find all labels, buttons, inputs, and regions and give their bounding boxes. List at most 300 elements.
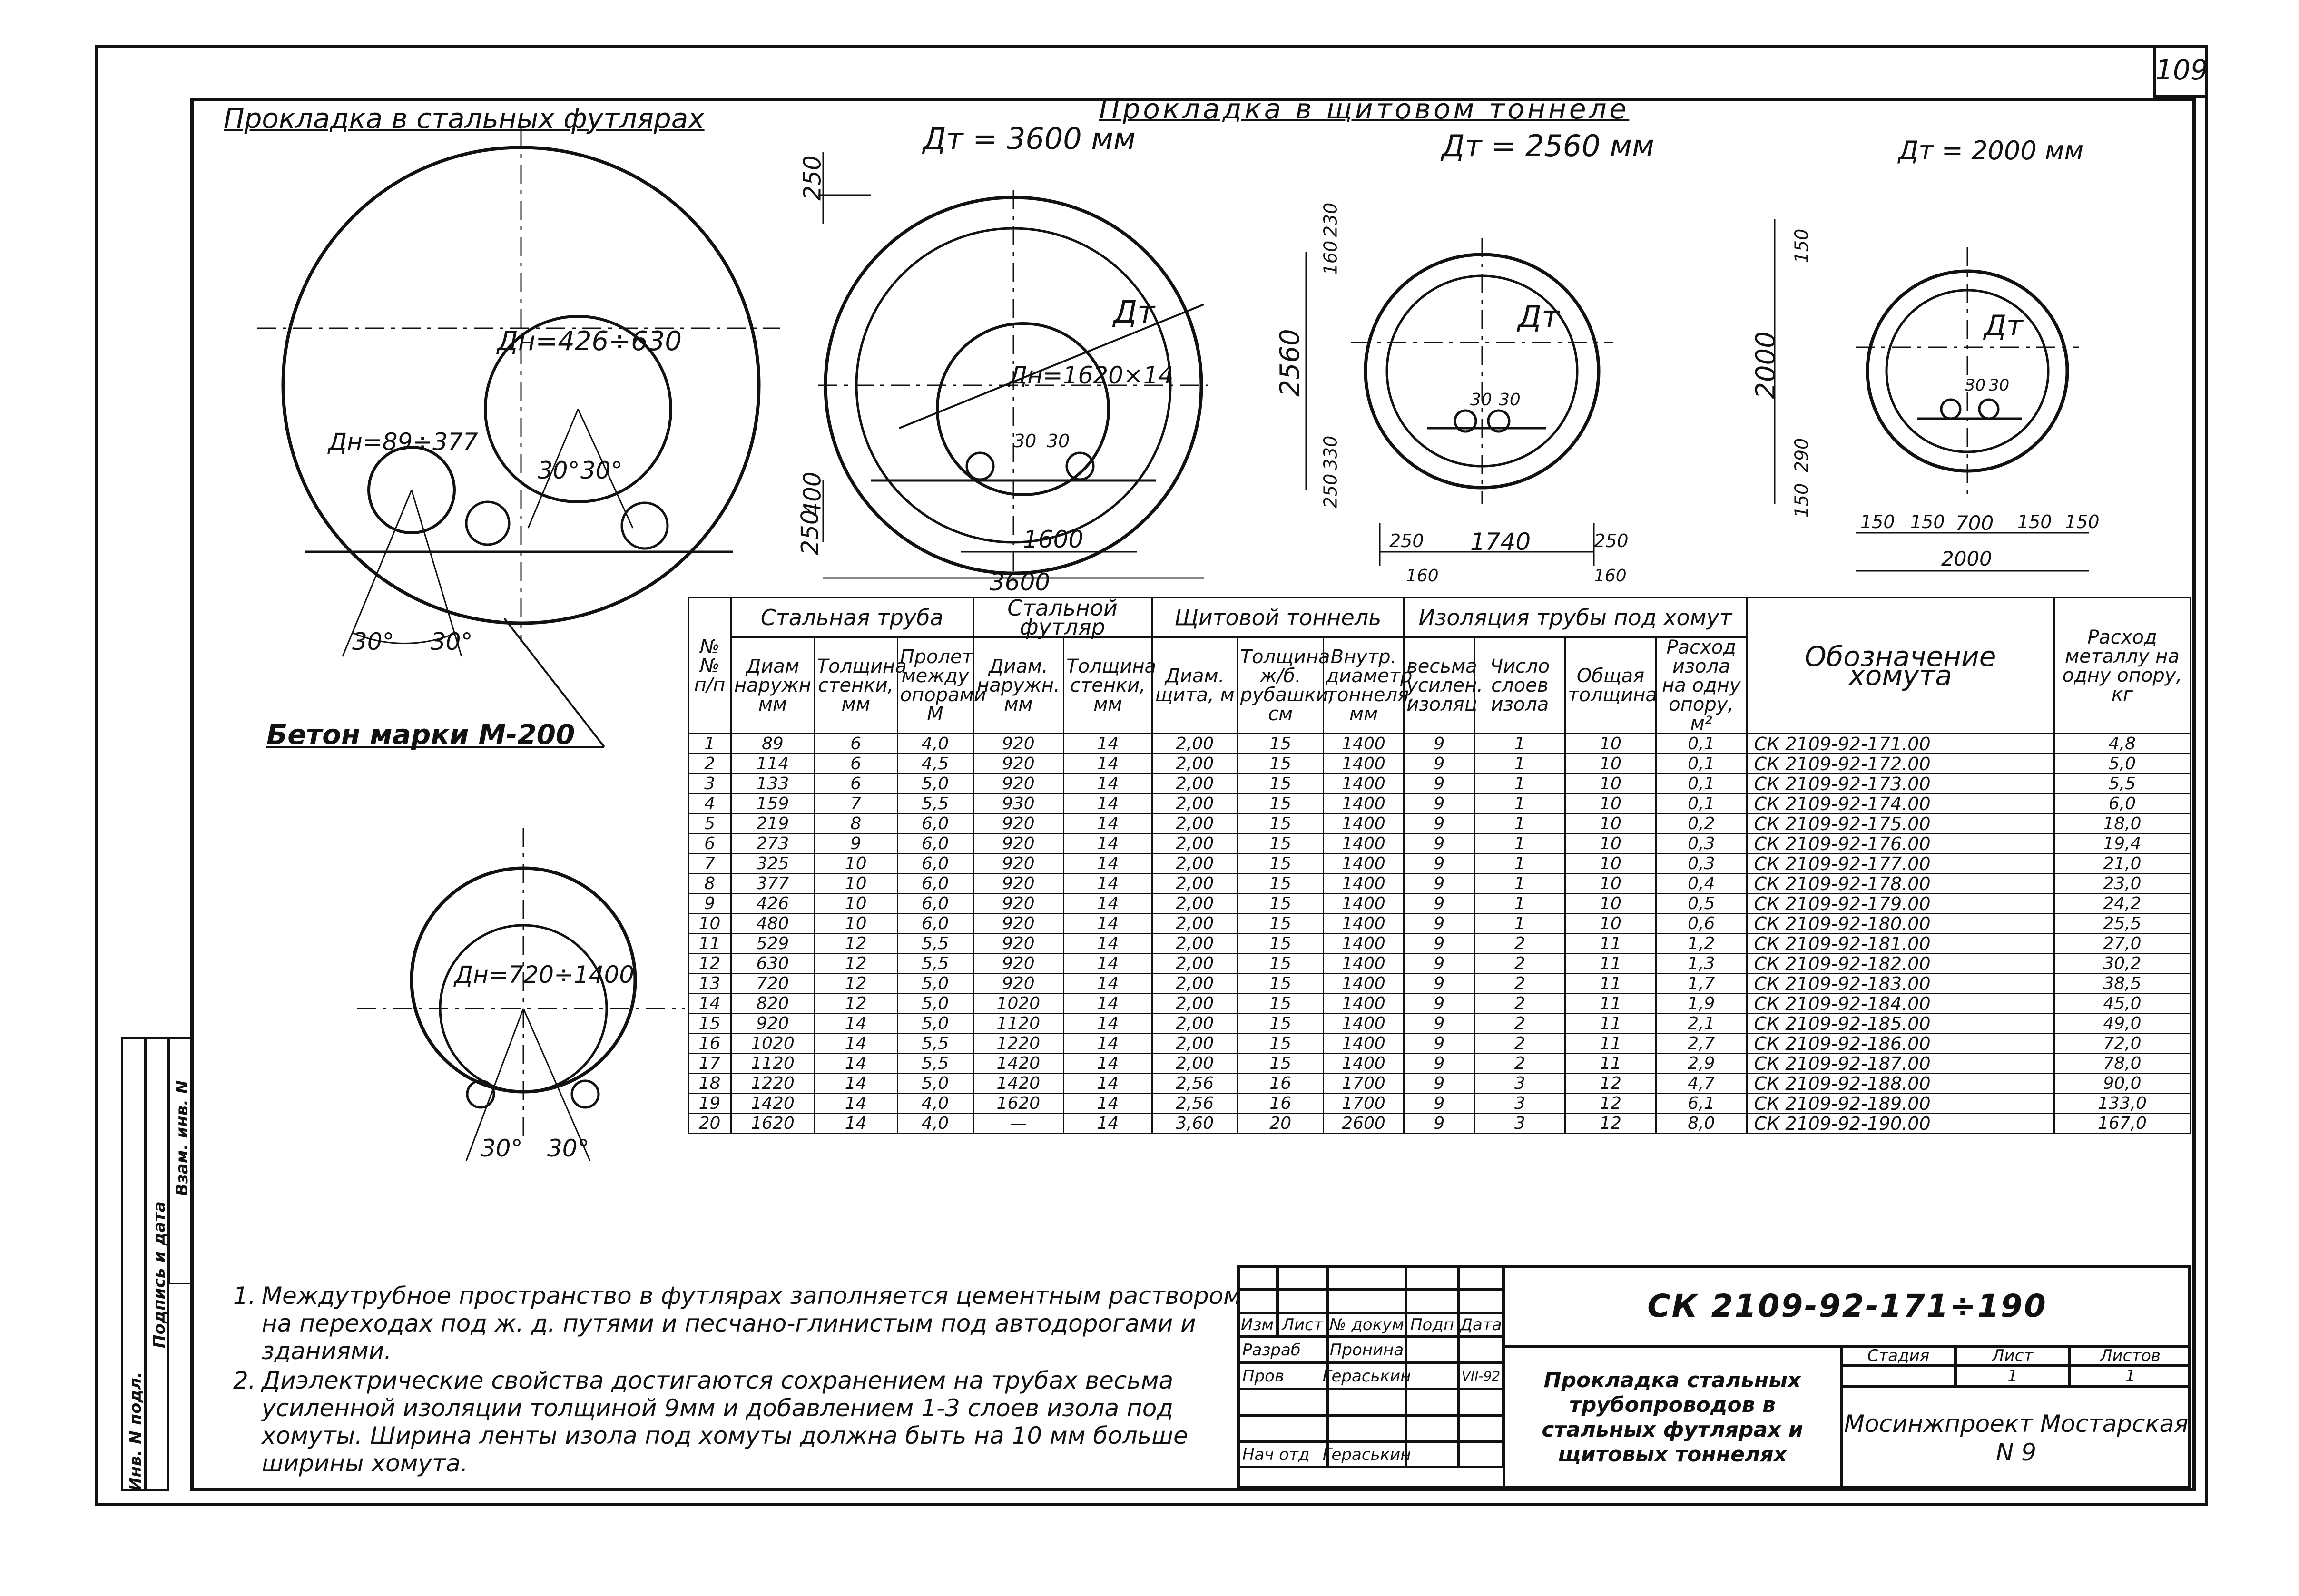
table-cell: 19,4: [2054, 834, 2190, 854]
table-cell: 9: [1404, 994, 1474, 1014]
th-tun-thick: Толщина ж/б. рубашки, см: [1238, 637, 1323, 734]
table-cell: 1700: [1323, 1074, 1404, 1094]
clamp-designation-cell: СК 2109-92-185.00: [1747, 1014, 2054, 1034]
tunnel-2560-angle-a: 30: [1470, 390, 1492, 410]
table-cell: 9: [1404, 974, 1474, 994]
table-cell: 9: [1404, 834, 1474, 854]
table-cell: 0,6: [1656, 914, 1747, 934]
table-cell: 1: [1474, 774, 1565, 794]
clamp-designation-cell: СК 2109-92-180.00: [1747, 914, 2054, 934]
clamp-designation-cell: СК 2109-92-173.00: [1747, 774, 2054, 794]
table-cell: 1400: [1323, 954, 1404, 974]
table-cell: 2,00: [1152, 994, 1238, 1014]
table-cell: 2,00: [1152, 754, 1238, 774]
table-cell: 10: [1565, 814, 1656, 834]
table-cell: 5,5: [2054, 774, 2190, 794]
document-code: СК 2109-92-171÷190: [1503, 1265, 2191, 1346]
tunnel-3600-angle-b: 30: [1047, 431, 1070, 451]
table-cell: 114: [731, 754, 815, 774]
stamp-sign-label: Подпись и дата: [150, 1201, 169, 1348]
rev-cell: [1458, 1289, 1503, 1313]
table-row: [688, 1054, 2191, 1074]
clamp-designation-cell: СК 2109-92-174.00: [1747, 794, 2054, 814]
table-cell: 920: [973, 734, 1064, 754]
note-1-text: Междутрубное пространство в футлярах заполняется цементным раствором на переходах под ж. д. путями и песчано-глинистым под автодорогами и зданиями.: [262, 1282, 1241, 1365]
table-row: [688, 814, 2191, 834]
table-row: [688, 974, 2191, 994]
tunnel-3600-dim-bottom-b: 400: [798, 471, 826, 517]
table-cell: 14: [1064, 1034, 1152, 1054]
table-row: [688, 914, 2191, 934]
table-cell: 23,0: [2054, 874, 2190, 894]
table-cell: 2,1: [1656, 1014, 1747, 1034]
table-cell: 5,5: [897, 1034, 973, 1054]
th-designation: Обозначение хомута: [1747, 598, 2054, 734]
table-cell: 1420: [973, 1074, 1064, 1094]
table-cell: 8: [688, 874, 731, 894]
table-cell: 2: [1474, 954, 1565, 974]
table-cell: 15: [1238, 854, 1323, 874]
table-cell: 14: [1064, 954, 1152, 974]
tunnel-2560-title: Дт = 2560 мм: [1442, 128, 1654, 163]
rev-cell: [1458, 1265, 1503, 1289]
small-angle-right-label: 30°: [547, 1135, 589, 1162]
table-cell: 9: [1404, 1074, 1474, 1094]
organization: Мосинжпроект Мостарская N 9: [1841, 1387, 2191, 1489]
table-cell: 5,5: [897, 1054, 973, 1074]
table-cell: 1400: [1323, 994, 1404, 1014]
table-cell: 920: [973, 894, 1064, 914]
table-cell: 6,1: [1656, 1094, 1747, 1114]
table-cell: 14: [1064, 974, 1152, 994]
table-cell: 10: [1565, 854, 1656, 874]
table-cell: 15: [1238, 914, 1323, 934]
header-sign: Подп: [1406, 1313, 1458, 1337]
rev-cell: [1406, 1265, 1458, 1289]
table-cell: 1400: [1323, 754, 1404, 774]
th-ins-layers: Число слоев изола: [1474, 637, 1565, 734]
clamp-designation-cell: СК 2109-92-184.00: [1747, 994, 2054, 1014]
table-cell: 9: [1404, 1034, 1474, 1054]
tunnel-2000-dim-bot-b: 150: [1791, 483, 1812, 518]
clamp-designation-cell: СК 2109-92-187.00: [1747, 1054, 2054, 1074]
table-cell: 2,00: [1152, 1014, 1238, 1034]
table-cell: 6,0: [897, 834, 973, 854]
table-cell: 15: [1238, 934, 1323, 954]
table-cell: 9: [1404, 1094, 1474, 1114]
th-num: №№ п/п: [688, 598, 731, 734]
table-cell: 5,0: [897, 1014, 973, 1034]
table-cell: 2,00: [1152, 734, 1238, 754]
table-cell: 5,0: [897, 1074, 973, 1094]
table-cell: 167,0: [2054, 1114, 2190, 1134]
tunnel-2000-dt: Дт: [1984, 309, 2023, 343]
tunnel-3600-dim-top: 250: [798, 155, 826, 201]
table-cell: 6,0: [897, 854, 973, 874]
table-cell: 14: [1064, 814, 1152, 834]
table-cell: 16: [1238, 1074, 1323, 1094]
table-cell: 5,5: [897, 954, 973, 974]
table-row: [688, 794, 2191, 814]
dn-large-label: Дн=426÷630: [497, 326, 682, 357]
stamp-replace-label: Взам. инв. N: [173, 1080, 192, 1196]
table-cell: 18,0: [2054, 814, 2190, 834]
table-cell: 6,0: [897, 814, 973, 834]
table-cell: 11: [1565, 1034, 1656, 1054]
clamp-specification-table: [688, 597, 2191, 1134]
table-cell: 3: [1474, 1094, 1565, 1114]
table-cell: 15: [1238, 1014, 1323, 1034]
date-prov: VII-92: [1458, 1363, 1503, 1389]
table-cell: 11: [1565, 954, 1656, 974]
table-cell: 14: [1064, 1014, 1152, 1034]
table-cell: 14: [814, 1094, 897, 1114]
role-razrab: Разраб: [1237, 1337, 1327, 1363]
table-cell: 15: [1238, 994, 1323, 1014]
table-cell: 3: [1474, 1114, 1565, 1134]
table-cell: 2,00: [1152, 1034, 1238, 1054]
sheet-title: Прокладка стальных трубопроводов в стальных футлярах и щитовых тоннелях: [1503, 1346, 1841, 1489]
table-row: [688, 894, 2191, 914]
table-row: [688, 1114, 2191, 1134]
page-number: 109: [2153, 45, 2208, 98]
header-list: Лист: [1277, 1313, 1327, 1337]
table-cell: 1,7: [1656, 974, 1747, 994]
table-cell: 1400: [1323, 874, 1404, 894]
role-nach: Нач отд: [1237, 1441, 1327, 1468]
table-cell: 1700: [1323, 1094, 1404, 1114]
table-cell: 4,5: [897, 754, 973, 774]
table-cell: 6: [814, 734, 897, 754]
table-cell: 2,00: [1152, 914, 1238, 934]
table-cell: 6,0: [897, 874, 973, 894]
table-cell: 10: [1565, 874, 1656, 894]
tunnel-2000-dim-w-b: 150: [1910, 511, 1945, 532]
tunnel-2560-drawing: [1306, 238, 1613, 566]
table-cell: 15: [1238, 774, 1323, 794]
date-nach: [1458, 1441, 1503, 1468]
table-cell: 12: [1565, 1094, 1656, 1114]
table-cell: 2,00: [1152, 834, 1238, 854]
table-cell: 12: [1565, 1074, 1656, 1094]
table-cell: 2,00: [1152, 774, 1238, 794]
table-row: [688, 954, 2191, 974]
table-cell: 6,0: [897, 894, 973, 914]
table-cell: 11: [1565, 1054, 1656, 1074]
rev-cell: [1406, 1289, 1458, 1313]
tunnel-2560-dim-w-mid: 1740: [1470, 528, 1531, 556]
table-cell: 0,1: [1656, 774, 1747, 794]
table-cell: 72,0: [2054, 1034, 2190, 1054]
table-cell: 0,1: [1656, 794, 1747, 814]
stamp-col-2: [145, 1037, 169, 1491]
note-2-text: Диэлектрические свойства достигаются сохранением на трубах весьма усиленной изоляции толщиной 9мм и добавлением 1-3 слоев изола под хомуты. Ширина ленты изола под хомуты должна быть на 10 мм больше ширины хомута.: [262, 1367, 1188, 1477]
table-cell: 10: [1565, 794, 1656, 814]
table-cell: 3: [1474, 1074, 1565, 1094]
table-cell: 17: [688, 1054, 731, 1074]
small-angle-left-label: 30°: [481, 1135, 523, 1162]
table-cell: 15: [1238, 794, 1323, 814]
tunnel-3600-dim-outer: 3600: [990, 568, 1051, 596]
table-cell: 12: [814, 974, 897, 994]
tunnel-2000-angle-b: 30: [1989, 376, 2010, 395]
table-cell: 1620: [731, 1114, 815, 1134]
table-cell: 11: [1565, 994, 1656, 1014]
th-ins-total: Общая толщина: [1565, 637, 1656, 734]
table-cell: 18: [688, 1074, 731, 1094]
table-cell: 4,0: [897, 1094, 973, 1114]
table-cell: 9: [1404, 1014, 1474, 1034]
clamp-designation-cell: СК 2109-92-172.00: [1747, 754, 2054, 774]
table-cell: 10: [1565, 894, 1656, 914]
stamp-col-3: [168, 1037, 193, 1284]
th-pipe-span: Пролет между опорами М: [897, 637, 973, 734]
heading-tunnel: Прокладка в щитовом тоннеле: [1099, 93, 1630, 125]
table-cell: 1: [1474, 814, 1565, 834]
table-cell: 920: [973, 934, 1064, 954]
table-cell: 820: [731, 994, 815, 1014]
table-cell: 920: [973, 974, 1064, 994]
table-cell: 9: [1404, 754, 1474, 774]
rev-cell: [1277, 1289, 1327, 1313]
table-cell: 9: [1404, 894, 1474, 914]
left-margin-stamp: [121, 1037, 193, 1491]
table-cell: 720: [731, 974, 815, 994]
table-cell: 6: [688, 834, 731, 854]
table-cell: 15: [688, 1014, 731, 1034]
clamp-designation-cell: СК 2109-92-189.00: [1747, 1094, 2054, 1114]
table-cell: 4,0: [897, 734, 973, 754]
table-cell: 2,00: [1152, 974, 1238, 994]
date-razrab: [1458, 1337, 1503, 1363]
table-cell: 14: [1064, 754, 1152, 774]
table-cell: 920: [973, 874, 1064, 894]
table-cell: 2,00: [1152, 934, 1238, 954]
table-cell: 15: [1238, 734, 1323, 754]
tunnel-2560-dim-w-left-b: 160: [1406, 566, 1439, 586]
clamp-designation-cell: СК 2109-92-186.00: [1747, 1034, 2054, 1054]
table-cell: 14: [688, 994, 731, 1014]
tunnel-2000-title: Дт = 2000 мм: [1898, 136, 2084, 166]
table-cell: 6: [814, 774, 897, 794]
table-cell: 1400: [1323, 794, 1404, 814]
table-cell: 9: [1404, 814, 1474, 834]
table-cell: 920: [973, 954, 1064, 974]
table-cell: 1,3: [1656, 954, 1747, 974]
table-cell: —: [973, 1114, 1064, 1134]
table-cell: 12: [814, 954, 897, 974]
table-cell: 14: [814, 1014, 897, 1034]
table-cell: 14: [814, 1054, 897, 1074]
table-cell: 89: [731, 734, 815, 754]
table-cell: 2,00: [1152, 1054, 1238, 1074]
angle-a-label: 30°: [538, 457, 580, 484]
table-cell: 14: [1064, 734, 1152, 754]
table-cell: 2,9: [1656, 1054, 1747, 1074]
table-cell: 20: [1238, 1114, 1323, 1134]
table-cell: 3,60: [1152, 1114, 1238, 1134]
table-cell: 10: [1565, 914, 1656, 934]
table-row: [688, 1014, 2191, 1034]
table-cell: 14: [814, 1114, 897, 1134]
table-cell: 4,8: [2054, 734, 2190, 754]
table-cell: 9: [1404, 914, 1474, 934]
table-cell: 1: [1474, 854, 1565, 874]
table-row: [688, 734, 2191, 754]
tunnel-2560-dim-bot-b: 330: [1320, 435, 1341, 470]
tunnel-2000-dim-height: 2000: [1750, 331, 1781, 399]
table-cell: 14: [1064, 874, 1152, 894]
sheet-label: Лист: [1955, 1346, 2070, 1365]
table-cell: 1420: [731, 1094, 815, 1114]
table-cell: 0,5: [1656, 894, 1747, 914]
table-cell: 10: [1565, 774, 1656, 794]
table-cell: 11: [688, 934, 731, 954]
table-cell: 2,00: [1152, 954, 1238, 974]
sign-razrab: [1406, 1337, 1458, 1363]
angle-b-label: 30°: [580, 457, 623, 484]
table-cell: 10: [1565, 834, 1656, 854]
table-cell: 6: [814, 754, 897, 774]
rev-cell: [1327, 1265, 1406, 1289]
table-cell: 9: [1404, 1054, 1474, 1074]
table-cell: 4: [688, 794, 731, 814]
table-cell: 920: [731, 1014, 815, 1034]
rev-cell: [1237, 1289, 1277, 1313]
clamp-designation-cell: СК 2109-92-179.00: [1747, 894, 2054, 914]
table-cell: 0,3: [1656, 834, 1747, 854]
table-row: [688, 1094, 2191, 1114]
table-cell: 0,1: [1656, 754, 1747, 774]
table-cell: 9: [1404, 794, 1474, 814]
empty-cell: [1458, 1389, 1503, 1415]
table-cell: 2: [1474, 1034, 1565, 1054]
table-cell: 3: [688, 774, 731, 794]
table-cell: 9: [1404, 1114, 1474, 1134]
tunnel-2560-dim-top-a: 160: [1320, 240, 1341, 275]
table-cell: 14: [1064, 834, 1152, 854]
table-cell: 1400: [1323, 1014, 1404, 1034]
table-cell: 6,0: [897, 914, 973, 934]
table-cell: 24,2: [2054, 894, 2190, 914]
table-cell: 2,7: [1656, 1034, 1747, 1054]
table-cell: 2: [1474, 974, 1565, 994]
tunnel-2000-dim-w-a: 150: [1860, 511, 1895, 532]
clamp-designation-cell: СК 2109-92-190.00: [1747, 1114, 2054, 1134]
table-cell: 15: [1238, 974, 1323, 994]
table-cell: 10: [814, 894, 897, 914]
table-cell: 15: [1238, 954, 1323, 974]
stamp-col-1: [121, 1037, 146, 1491]
table-cell: 45,0: [2054, 994, 2190, 1014]
table-cell: 1400: [1323, 734, 1404, 754]
table-cell: 30,2: [2054, 954, 2190, 974]
table-cell: 920: [973, 754, 1064, 774]
rev-cell: [1237, 1265, 1277, 1289]
table-cell: 10: [814, 874, 897, 894]
empty-cell: [1237, 1415, 1327, 1441]
stage-label: Стадия: [1841, 1346, 1955, 1365]
table-cell: 273: [731, 834, 815, 854]
table-cell: 2: [1474, 934, 1565, 954]
rev-cell: [1327, 1289, 1406, 1313]
th-consumption: Расход металлу на одну опору, кг: [2054, 598, 2190, 734]
th-ins-consumption: Расход изола на одну опору, м²: [1656, 637, 1747, 734]
table-cell: 10: [1565, 754, 1656, 774]
table-cell: 10: [814, 854, 897, 874]
clamp-designation-cell: СК 2109-92-178.00: [1747, 874, 2054, 894]
name-razrab: Пронина: [1327, 1337, 1406, 1363]
table-cell: 1: [1474, 834, 1565, 854]
table-cell: 426: [731, 894, 815, 914]
tunnel-2560-dim-w-right: 250: [1594, 530, 1629, 551]
table-cell: 0,1: [1656, 734, 1747, 754]
table-cell: 630: [731, 954, 815, 974]
angle-bottom-right-label: 30°: [431, 628, 473, 656]
table-row: [688, 874, 2191, 894]
th-casing: Стальной футляр: [973, 598, 1152, 637]
tunnel-2000-dim-w-mid: 700: [1955, 511, 1994, 535]
table-cell: 13: [688, 974, 731, 994]
table-cell: 219: [731, 814, 815, 834]
table-cell: 49,0: [2054, 1014, 2190, 1034]
table-row: [688, 934, 2191, 954]
table-cell: 9: [1404, 934, 1474, 954]
table-cell: 12: [1565, 1114, 1656, 1134]
table-cell: 10: [688, 914, 731, 934]
tunnel-3600-angle-a: 30: [1013, 431, 1037, 451]
table-cell: 5,5: [897, 794, 973, 814]
table-cell: 1120: [731, 1054, 815, 1074]
table-cell: 4,0: [897, 1114, 973, 1134]
empty-cell: [1327, 1389, 1406, 1415]
clamp-designation-cell: СК 2109-92-188.00: [1747, 1074, 2054, 1094]
table-cell: 11: [1565, 974, 1656, 994]
clamp-designation-cell: СК 2109-92-176.00: [1747, 834, 2054, 854]
table-row: [688, 994, 2191, 1014]
dn-720-label: Дн=720÷1400: [454, 961, 635, 989]
table-cell: 2: [688, 754, 731, 774]
tunnel-2000-dim-w-total: 2000: [1941, 547, 1992, 570]
table-cell: 325: [731, 854, 815, 874]
table-cell: 6,0: [2054, 794, 2190, 814]
clamp-designation-cell: СК 2109-92-183.00: [1747, 974, 2054, 994]
dn-small-label: Дн=89÷377: [328, 428, 478, 456]
table-cell: 14: [1064, 854, 1152, 874]
table-cell: 15: [1238, 894, 1323, 914]
table-cell: 5,0: [897, 774, 973, 794]
table-cell: 12: [814, 994, 897, 1014]
table-cell: 9: [814, 834, 897, 854]
table-cell: 7: [814, 794, 897, 814]
empty-cell: [1458, 1415, 1503, 1441]
tunnel-3600-title: Дт = 3600 мм: [923, 121, 1136, 156]
notes: [233, 1282, 1247, 1479]
table-cell: 90,0: [2054, 1074, 2190, 1094]
table-cell: 5,0: [897, 994, 973, 1014]
table-cell: 14: [1064, 794, 1152, 814]
table-cell: 14: [1064, 1074, 1152, 1094]
table-cell: 920: [973, 854, 1064, 874]
title-block: [1237, 1265, 2191, 1489]
table-cell: 133,0: [2054, 1094, 2190, 1114]
table-cell: 1: [1474, 794, 1565, 814]
casing-small-drawing: [357, 828, 685, 1161]
table-cell: 5,0: [2054, 754, 2190, 774]
table-cell: 920: [973, 774, 1064, 794]
table-cell: 4,7: [1656, 1074, 1747, 1094]
clamp-designation-cell: СК 2109-92-171.00: [1747, 734, 2054, 754]
